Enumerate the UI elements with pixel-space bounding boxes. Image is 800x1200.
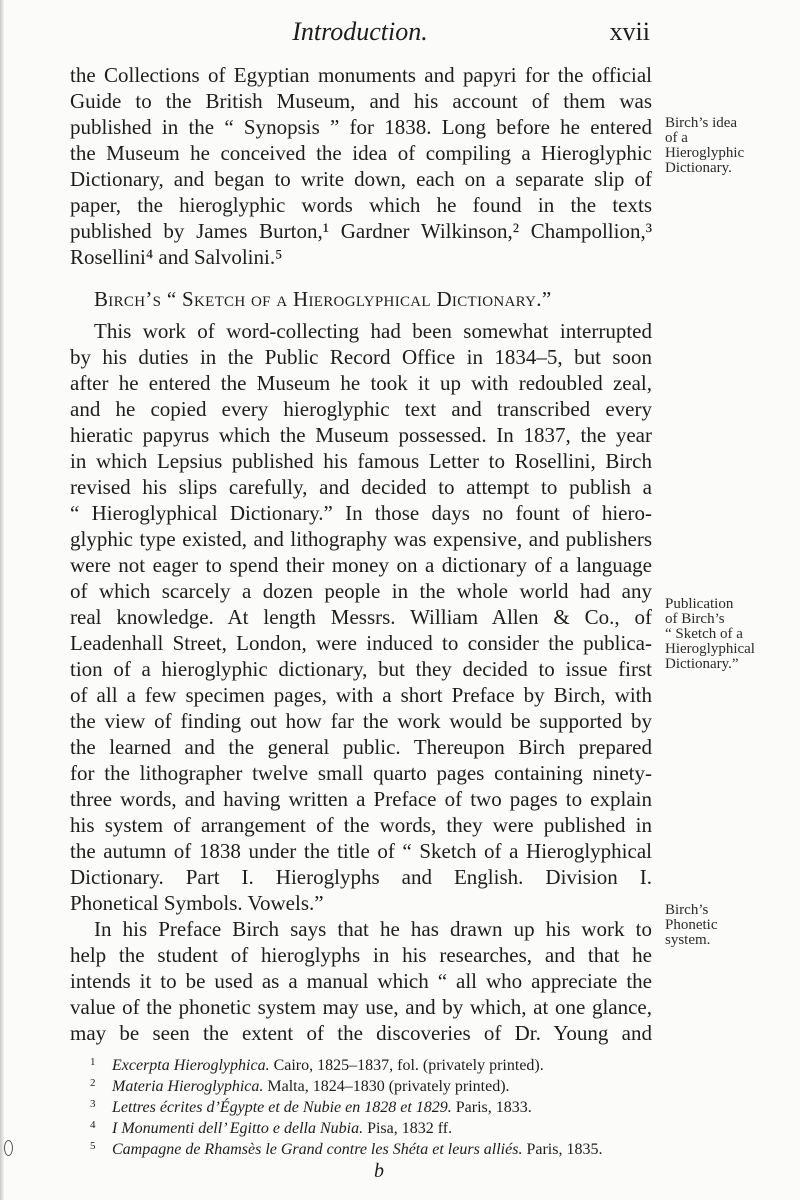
- footnote-number: 4: [90, 1119, 96, 1131]
- footnote-details: Cairo, 1825–1837, fol. (privately printed).: [269, 1057, 544, 1074]
- text-line: of all a few specimen pages, with a short Preface by Birch, with: [70, 683, 652, 707]
- text-line: real knowledge. At length Messrs. William Allen & Co., of: [70, 605, 652, 629]
- text-line: were not eager to spend their money on a dictionary of a language: [70, 553, 652, 577]
- scan-speck: [4, 1140, 13, 1156]
- text-line: published by James Burton,¹ Gardner Wilkinson,² Champollion,³: [70, 219, 652, 243]
- text-line: Dictionary, and began to write down, each on a separate slip of: [70, 167, 652, 191]
- footnote: [70, 1115, 652, 1136]
- margin-note-line: of a: [665, 130, 688, 146]
- footnote-title: Campagne de Rhamsès le Grand contre les Shéta et leurs alliés.: [112, 1141, 523, 1158]
- footnotes: [70, 1052, 652, 1157]
- margin-note-line: Publication: [665, 596, 734, 612]
- text-line: Phonetical Symbols. Vowels.”: [70, 891, 324, 915]
- text-line: intends it to be used as a manual which “ all who appreciate the: [70, 969, 652, 993]
- footnote: [70, 1136, 652, 1157]
- text-line: of which scarcely a dozen people in the whole world had any: [70, 579, 652, 603]
- margin-note-line: Birch’s: [665, 902, 709, 918]
- text-line: Guide to the British Museum, and his account of them was: [70, 89, 652, 113]
- spacer: [70, 270, 652, 286]
- footnote-number: 1: [90, 1056, 96, 1068]
- margin-note-line: Dictionary.”: [665, 656, 739, 672]
- scan-edge: [0, 0, 4, 1200]
- text-line: published in the “ Synopsis ” for 1838. Long before he entered: [70, 115, 652, 139]
- footnote-details: Paris, 1833.: [451, 1099, 532, 1116]
- text-line: tion of a hieroglyphic dictionary, but they decided to issue first: [70, 657, 652, 681]
- text-line: the Museum he conceived the idea of compiling a Hieroglyphic: [70, 141, 652, 165]
- running-title: Introduction.: [292, 17, 428, 46]
- margin-note-line: of Birch’s: [665, 611, 725, 627]
- margin-note-line: Dictionary.: [665, 160, 732, 176]
- footnote-number: 3: [90, 1098, 96, 1110]
- paragraph-1: [70, 62, 652, 270]
- text-line: help the student of hieroglyphs in his researches, and that he: [70, 943, 652, 967]
- margin-note-publication: [665, 597, 795, 672]
- margin-note-line: Phonetic: [665, 917, 718, 933]
- paragraph-3: [70, 916, 652, 1046]
- text-line: the view of finding out how far the work would be supported by: [70, 709, 652, 733]
- footnote-details: Pisa, 1832 ff.: [363, 1120, 453, 1137]
- text-line: hieratic papyrus which the Museum possessed. In 1837, the year: [70, 423, 652, 447]
- text-line: three words, and having written a Preface of two pages to explain: [70, 787, 652, 811]
- margin-note-line: Hieroglyphic: [665, 145, 745, 161]
- running-header: [70, 12, 650, 52]
- text-line: Rosellini⁴ and Salvolini.⁵: [70, 245, 283, 269]
- signature-mark: b: [374, 1160, 384, 1182]
- footnote-details: Malta, 1824–1830 (privately printed).: [263, 1078, 510, 1095]
- footnote-number: 2: [90, 1077, 96, 1089]
- paragraph-2: [70, 318, 652, 916]
- text-line: Leadenhall Street, London, were induced to consider the publica-: [70, 631, 652, 655]
- page-number: xvii: [609, 17, 650, 46]
- text-line: glyphic type existed, and lithography was expensive, and publishers: [70, 527, 652, 551]
- text-line: for the lithographer twelve small quarto pages containing ninety-: [70, 761, 652, 785]
- text-line: and he copied every hieroglyphic text and transcribed every: [70, 397, 652, 421]
- margin-note-line: system.: [665, 932, 711, 948]
- text-line: value of the phonetic system may use, and by which, at one glance,: [70, 995, 652, 1019]
- footnote-title: Materia Hieroglyphica.: [112, 1078, 264, 1095]
- margin-note-birch-idea: [665, 116, 795, 176]
- footnote: [70, 1073, 652, 1094]
- text-line: This work of word-collecting had been somewhat interrupted: [94, 319, 652, 343]
- text-line: the autumn of 1838 under the title of “ Sketch of a Hieroglyphical: [70, 839, 652, 863]
- text-line: in which Lepsius published his famous Letter to Rosellini, Birch: [70, 449, 652, 473]
- margin-note-line: Birch’s idea: [665, 115, 738, 131]
- text-line: Dictionary. Part I. Hieroglyphs and English. Division I.: [70, 865, 652, 889]
- text-line: after he entered the Museum he took it up with redoubled zeal,: [70, 371, 652, 395]
- footnote: [70, 1094, 652, 1115]
- text-line: by his duties in the Public Record Office in 1834–5, but soon: [70, 345, 652, 369]
- footnote-details: Paris, 1835.: [522, 1141, 603, 1158]
- page-body: [70, 62, 652, 1183]
- text-line: the Collections of Egyptian monuments and papyri for the official: [70, 63, 652, 87]
- footnote-number: 5: [90, 1140, 96, 1152]
- text-line: his system of arrangement of the words, they were published in: [70, 813, 652, 837]
- footnote: [70, 1052, 652, 1073]
- footnote-title: I Monumenti dell’ Egitto e della Nubia.: [112, 1120, 364, 1137]
- text-line: revised his slips carefully, and decided to attempt to publish a: [70, 475, 652, 499]
- text-line: the learned and the general public. Thereupon Birch prepared: [70, 735, 652, 759]
- margin-note-line: “ Sketch of a: [665, 626, 743, 642]
- margin-note-phonetic-system: [665, 903, 795, 948]
- text-line: paper, the hieroglyphic words which he found in the texts: [70, 193, 652, 217]
- section-heading: Birch’s “ Sketch of a Hieroglyphical Dictionary.”: [94, 287, 552, 311]
- footnote-title: Lettres écrites d’Égypte et de Nubie en 1828 et 1829.: [112, 1099, 452, 1116]
- text-line: “ Hieroglyphical Dictionary.” In those days no fount of hiero-: [70, 501, 652, 525]
- footnote-title: Excerpta Hieroglyphica.: [112, 1057, 270, 1074]
- margin-note-line: Hieroglyphical: [665, 641, 755, 657]
- text-line: may be seen the extent of the discoveries of Dr. Young and: [70, 1021, 652, 1045]
- text-line: In his Preface Birch says that he has drawn up his work to: [94, 917, 652, 941]
